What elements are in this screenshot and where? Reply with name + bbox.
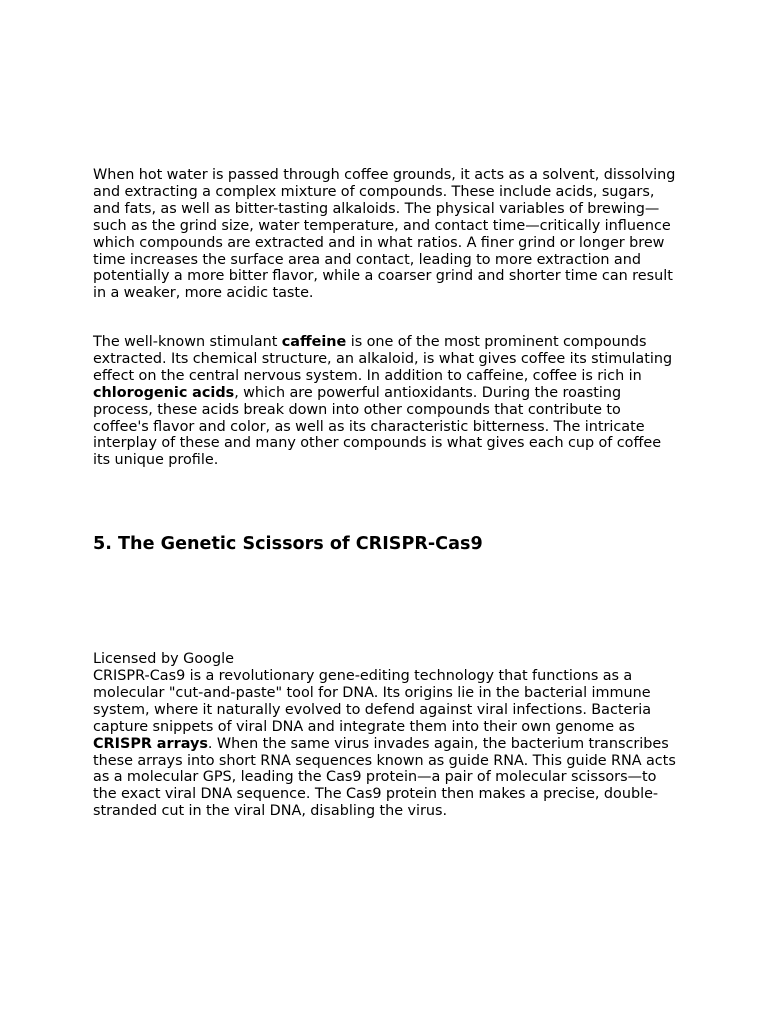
paragraph-text: is one of the most prominent compounds extracted. Its chemical structure, an alkaloid, is what gives coffee its stimulating effect on the central nervous system. In addition to caffeine, coffee is rich in [93,334,673,384]
bold-term-caffeine: caffeine [281,334,347,350]
section-heading: 5. The Genetic Scissors of CRISPR-Cas9 [93,534,483,554]
paragraph-text: . When the same virus invades again, the bacterium transcribes these arrays into short RNA sequences known as guide RNA. This guide RNA acts as a molecular GPS, leading the Cas9 protein—a pair of molecular scissors—to the exact viral DNA sequence. The Cas9 protein then makes a precise, double-stranded cut in the viral DNA, disabling the virus. [93,735,676,820]
license-caption: Licensed by Google [93,651,234,667]
bold-term-chlorogenic-acids: chlorogenic acids [93,384,235,401]
paragraph-text: , which are powerful antioxidants. During the roasting process, these acids break down into other compounds that contribute to coffee's flavor and color, as well as its characteristic bitterness. The intricate interplay of these and many other compounds is what gives each cup of coffee its unique profile. [93,384,662,469]
coffee-compounds-paragraph [93,334,678,469]
document-page [93,0,678,1024]
paragraph-text: CRISPR-Cas9 is a revolutionary gene-editing technology that functions as a molecular "cut-and-paste" tool for DNA. Its origins lie in the bacterial immune system, where it naturally evolved to defend against viral infections. Bacteria capture snippets of viral DNA and integrate them into their own genome as [93,668,652,735]
bold-term-crispr-arrays: CRISPR arrays [93,735,208,752]
paragraph-text: The well-known stimulant [93,334,282,350]
coffee-extraction-paragraph: When hot water is passed through coffee grounds, it acts as a solvent, dissolving and extracting a complex mixture of compounds. These include acids, sugars, and fats, as well as bitter-tasting alkaloids. The physical variables of brewing—such as the grind size, water temperature, and contact time—critically influence which compounds are extracted and in what ratios. A finer grind or longer brew time increases the surface area and contact, leading to more extraction and potentially a more bitter flavor, while a coarser grind and shorter time can result in a weaker, more acidic taste. [93,167,676,302]
crispr-paragraph [93,668,678,820]
